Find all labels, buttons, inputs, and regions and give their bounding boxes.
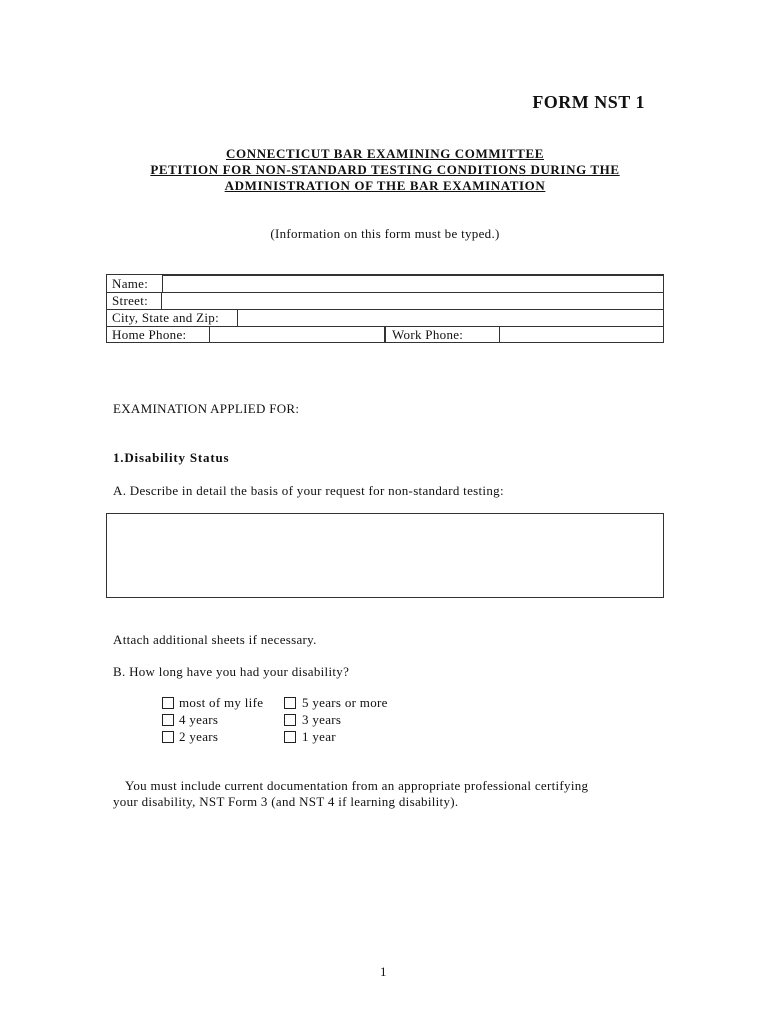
name-label: Name: — [112, 276, 149, 291]
option-most-of-life: most of my life — [179, 695, 264, 710]
work-phone-label: Work Phone: — [392, 327, 464, 342]
documentation-note-line-1: You must include current documentation from an appropriate professional certifying — [125, 778, 589, 793]
checkbox-5-years-or-more[interactable] — [284, 697, 296, 709]
home-phone-field[interactable] — [209, 326, 385, 343]
city-field[interactable] — [237, 309, 664, 327]
question-a: A. Describe in detail the basis of your request for non-standard testing: — [113, 483, 504, 498]
option-3-years: 3 years — [302, 712, 342, 727]
option-5-years-or-more: 5 years or more — [302, 695, 388, 710]
checkbox-4-years[interactable] — [162, 714, 174, 726]
disability-description-box[interactable] — [106, 513, 664, 598]
question-b: B. How long have you had your disability? — [113, 664, 350, 679]
work-phone-field[interactable] — [499, 326, 664, 343]
heading-line-2: PETITION FOR NON-STANDARD TESTING CONDITIONS DURING THE — [150, 162, 620, 177]
exam-applied-label: EXAMINATION APPLIED FOR: — [113, 401, 300, 416]
attach-note: Attach additional sheets if necessary. — [113, 632, 317, 647]
documentation-note-line-2: your disability, NST Form 3 (and NST 4 if learning disability). — [113, 794, 459, 809]
checkbox-1-year[interactable] — [284, 731, 296, 743]
city-label: City, State and Zip: — [112, 310, 219, 325]
option-1-year: 1 year — [302, 729, 336, 744]
checkbox-3-years[interactable] — [284, 714, 296, 726]
option-4-years: 4 years — [179, 712, 219, 727]
checkbox-most-of-life[interactable] — [162, 697, 174, 709]
checkbox-2-years[interactable] — [162, 731, 174, 743]
heading-line-3: ADMINISTRATION OF THE BAR EXAMINATION — [224, 178, 546, 193]
form-id: FORM NST 1 — [532, 92, 645, 112]
section-title: 1.Disability Status — [113, 450, 230, 465]
typed-note: (Information on this form must be typed.) — [270, 226, 500, 241]
heading-line-1: CONNECTICUT BAR EXAMINING COMMITTEE — [226, 146, 544, 161]
street-label: Street: — [112, 293, 149, 308]
name-field[interactable] — [162, 275, 664, 293]
street-field[interactable] — [161, 292, 664, 310]
home-phone-label: Home Phone: — [112, 327, 187, 342]
option-2-years: 2 years — [179, 729, 219, 744]
page-number: 1 — [380, 964, 387, 979]
contact-table — [106, 274, 664, 343]
